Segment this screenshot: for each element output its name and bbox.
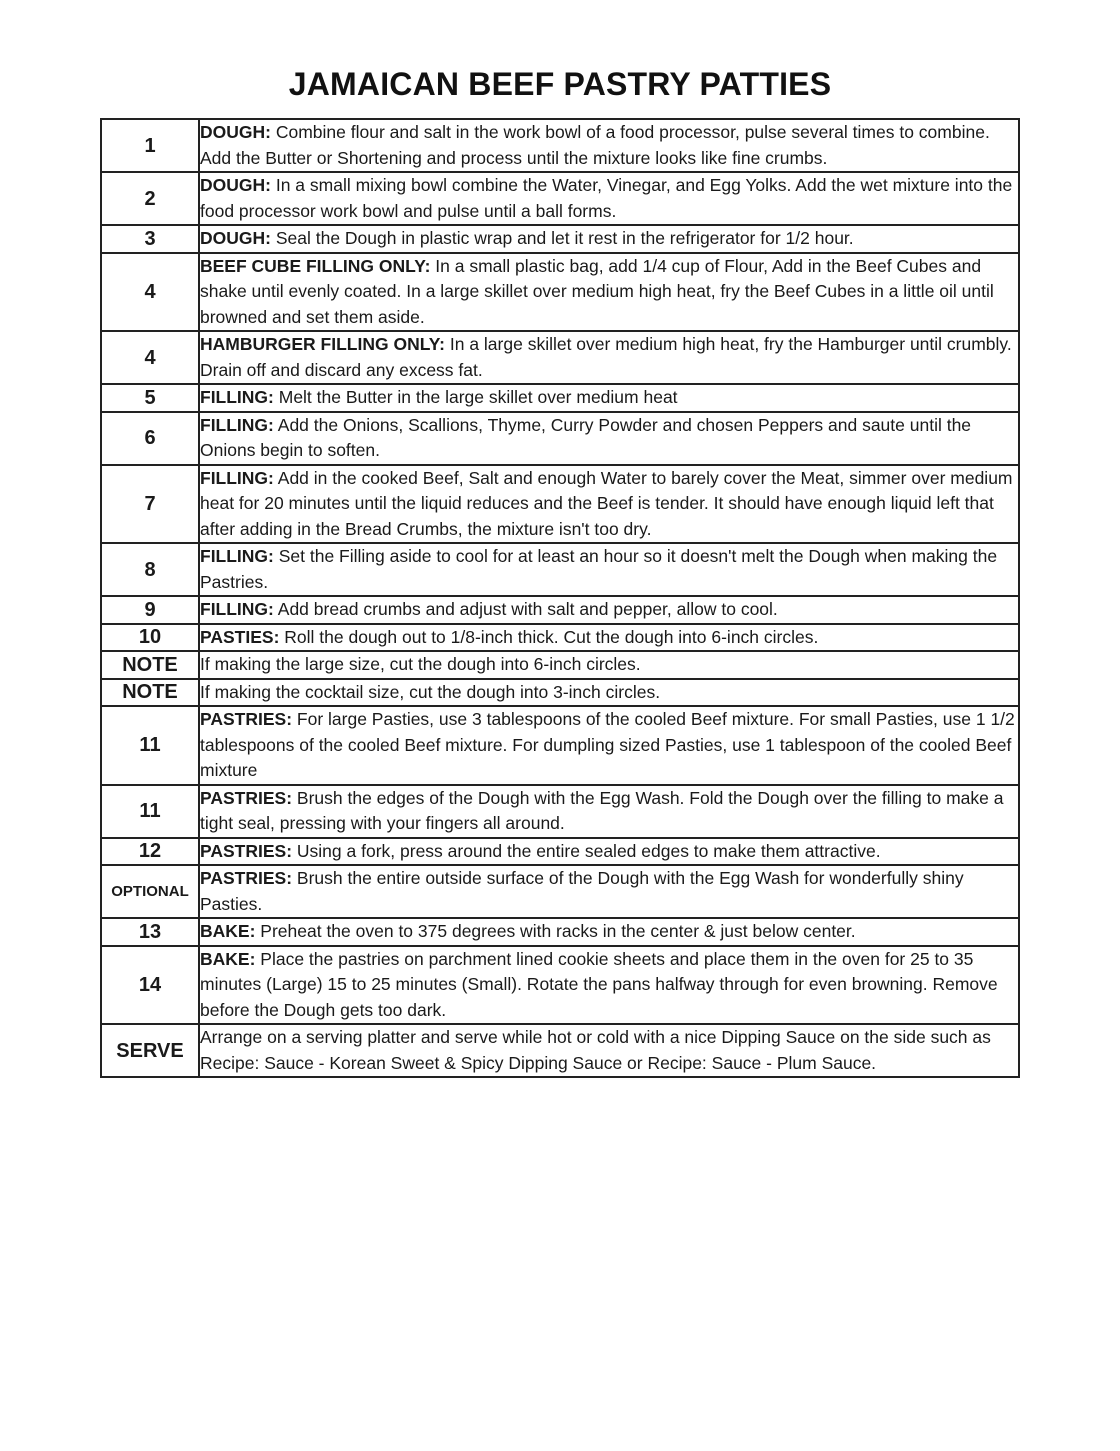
step-instruction xyxy=(199,384,1019,412)
step-instruction-text: In a large skillet over medium high heat, fry the Hamburger until crumbly. Drain off and discard any excess fat. xyxy=(200,334,1012,380)
step-instruction xyxy=(199,465,1019,544)
step-instruction-text: Preheat the oven to 375 degrees with racks in the center & just below center. xyxy=(255,921,856,941)
step-instruction xyxy=(199,651,1019,679)
step-row xyxy=(101,624,1019,652)
step-instruction-text: For large Pasties, use 3 tablespoons of the cooled Beef mixture. For small Pasties, use 1 1/2 tablespoons of the cooled Beef mixture. For dumpling sized Pasties, use 1 tablespoon of the cooled Beef mixture xyxy=(200,709,1015,780)
step-number: 9 xyxy=(101,596,199,624)
step-instruction xyxy=(199,624,1019,652)
step-instruction-text: If making the cocktail size, cut the dough into 3-inch circles. xyxy=(200,681,661,702)
step-number: 4 xyxy=(101,331,199,384)
step-instruction-text: Using a fork, press around the entire sealed edges to make them attractive. xyxy=(292,840,881,861)
step-category-label: FILLING: xyxy=(200,599,274,619)
step-instruction xyxy=(199,331,1019,384)
step-row xyxy=(101,651,1019,679)
step-number: 7 xyxy=(101,465,199,544)
page-title: JAMAICAN BEEF PASTRY PATTIES xyxy=(288,66,832,102)
step-row xyxy=(101,838,1019,866)
step-row xyxy=(101,706,1019,785)
step-instruction xyxy=(199,838,1019,866)
step-row xyxy=(101,679,1019,707)
step-number: 11 xyxy=(101,785,199,838)
step-row xyxy=(101,172,1019,225)
step-row xyxy=(101,946,1019,1025)
step-row xyxy=(101,465,1019,544)
step-instruction xyxy=(199,596,1019,624)
step-row xyxy=(101,384,1019,412)
step-row xyxy=(101,119,1019,172)
step-number: 1 xyxy=(101,119,199,172)
step-row xyxy=(101,785,1019,838)
step-number: 13 xyxy=(101,918,199,946)
step-number: 8 xyxy=(101,543,199,596)
step-category-label: FILLING: xyxy=(200,546,274,566)
step-row xyxy=(101,331,1019,384)
step-category-label: FILLING: xyxy=(200,387,274,407)
step-instruction-text: Seal the Dough in plastic wrap and let it rest in the refrigerator for 1/2 hour. xyxy=(270,228,854,248)
step-instruction-text: Set the Filling aside to cool for at least an hour so it doesn't melt the Dough when making the Pastries. xyxy=(200,546,998,592)
step-row xyxy=(101,412,1019,465)
step-instruction xyxy=(199,865,1019,918)
step-instruction-text: Roll the dough out to 1/8-inch thick. Cut the dough into 6-inch circles. xyxy=(279,626,819,647)
step-number: 4 xyxy=(101,253,199,332)
step-category-label: FILLING: xyxy=(200,467,274,488)
step-category-label: PASTRIES: xyxy=(200,868,293,888)
step-row xyxy=(101,253,1019,332)
step-number: SERVE xyxy=(101,1024,199,1077)
step-number: 6 xyxy=(101,412,199,465)
step-instruction xyxy=(199,119,1019,172)
step-number: NOTE xyxy=(101,651,199,679)
step-row xyxy=(101,596,1019,624)
recipe-steps-table xyxy=(100,118,1020,1078)
step-instruction-text: In a small mixing bowl combine the Water, Vinegar, and Egg Yolks. Add the wet mixture into the food processor work bowl and pulse until a ball forms. xyxy=(200,175,1013,221)
step-instruction xyxy=(199,1024,1019,1077)
step-row xyxy=(101,225,1019,253)
step-instruction-text: Add bread crumbs and adjust with salt and pepper, allow to cool. xyxy=(273,599,778,619)
step-instruction-text: Combine flour and salt in the work bowl of a food processor, pulse several times to combine. Add the Butter or Shortening and process until the mixture looks like fine crumbs. xyxy=(200,122,990,168)
step-instruction xyxy=(199,785,1019,838)
step-instruction xyxy=(199,918,1019,946)
step-instruction xyxy=(199,172,1019,225)
step-category-label: PASTRIES: xyxy=(200,787,293,808)
step-instruction-text: Place the pastries on parchment lined cookie sheets and place them in the oven for 25 to 35 minutes (Large) 15 to 25 minutes (Small). Rotate the pans halfway through for even browning. Remove before the Dough gets too dark. xyxy=(200,948,998,1020)
step-number: 12 xyxy=(101,838,199,866)
step-number: 14 xyxy=(101,946,199,1025)
step-category-label: PASTRIES: xyxy=(200,840,293,861)
step-number: 10 xyxy=(101,624,199,652)
step-row xyxy=(101,1024,1019,1077)
step-instruction xyxy=(199,412,1019,465)
step-instruction-text: Add the Onions, Scallions, Thyme, Curry Powder and chosen Peppers and saute until the Onions begin to soften. xyxy=(200,414,972,460)
step-category-label: BAKE: xyxy=(200,948,256,969)
step-number: 2 xyxy=(101,172,199,225)
step-instruction-text: Add in the cooked Beef, Salt and enough Water to barely cover the Meat, simmer over medium heat for 20 minutes until the liquid reduces and the Beef is tender. It should have enough liquid left that after adding in the Bread Crumbs, the mixture isn't too dry. xyxy=(200,467,1013,539)
step-category-label: PASTIES: xyxy=(200,626,280,647)
step-category-label: FILLING: xyxy=(200,414,274,435)
step-category-label: BAKE: xyxy=(200,921,256,941)
step-category-label: DOUGH: xyxy=(200,122,271,142)
step-instruction xyxy=(199,706,1019,785)
step-instruction xyxy=(199,946,1019,1025)
step-row xyxy=(101,918,1019,946)
step-instruction xyxy=(199,679,1019,707)
step-number: 11 xyxy=(101,706,199,785)
step-instruction-text: Brush the entire outside surface of the Dough with the Egg Wash for wonderfully shiny Pasties. xyxy=(200,868,964,914)
step-instruction xyxy=(199,253,1019,332)
step-category-label: DOUGH: xyxy=(200,175,271,195)
step-number: 3 xyxy=(101,225,199,253)
step-row xyxy=(101,865,1019,918)
recipe-steps-body xyxy=(101,119,1019,1077)
step-category-label: DOUGH: xyxy=(200,228,271,248)
step-number: OPTIONAL xyxy=(101,865,199,918)
step-instruction-text: Arrange on a serving platter and serve while hot or cold with a nice Dipping Sauce on the side such as Recipe: Sauce - Korean Sweet & Spicy Dipping Sauce or Recipe: Sauce - Plum Sauce. xyxy=(200,1027,991,1073)
step-instruction-text: Brush the edges of the Dough with the Egg Wash. Fold the Dough over the filling to make a tight seal, pressing with your fingers all around. xyxy=(200,787,1004,833)
step-number: NOTE xyxy=(101,679,199,707)
step-instruction xyxy=(199,225,1019,253)
step-instruction xyxy=(199,543,1019,596)
step-instruction-text: If making the large size, cut the dough into 6-inch circles. xyxy=(200,654,641,674)
step-category-label: HAMBURGER FILLING ONLY: xyxy=(200,334,445,354)
step-instruction-text: Melt the Butter in the large skillet over medium heat xyxy=(273,387,678,407)
step-number: 5 xyxy=(101,384,199,412)
step-row xyxy=(101,543,1019,596)
step-instruction-text: In a small plastic bag, add 1/4 cup of Flour, Add in the Beef Cubes and shake until evenly coated. In a large skillet over medium high heat, fry the Beef Cubes in a little oil until browned and set them aside. xyxy=(200,255,994,327)
step-category-label: PASTRIES: xyxy=(200,709,293,729)
step-category-label: BEEF CUBE FILLING ONLY: xyxy=(200,255,431,276)
